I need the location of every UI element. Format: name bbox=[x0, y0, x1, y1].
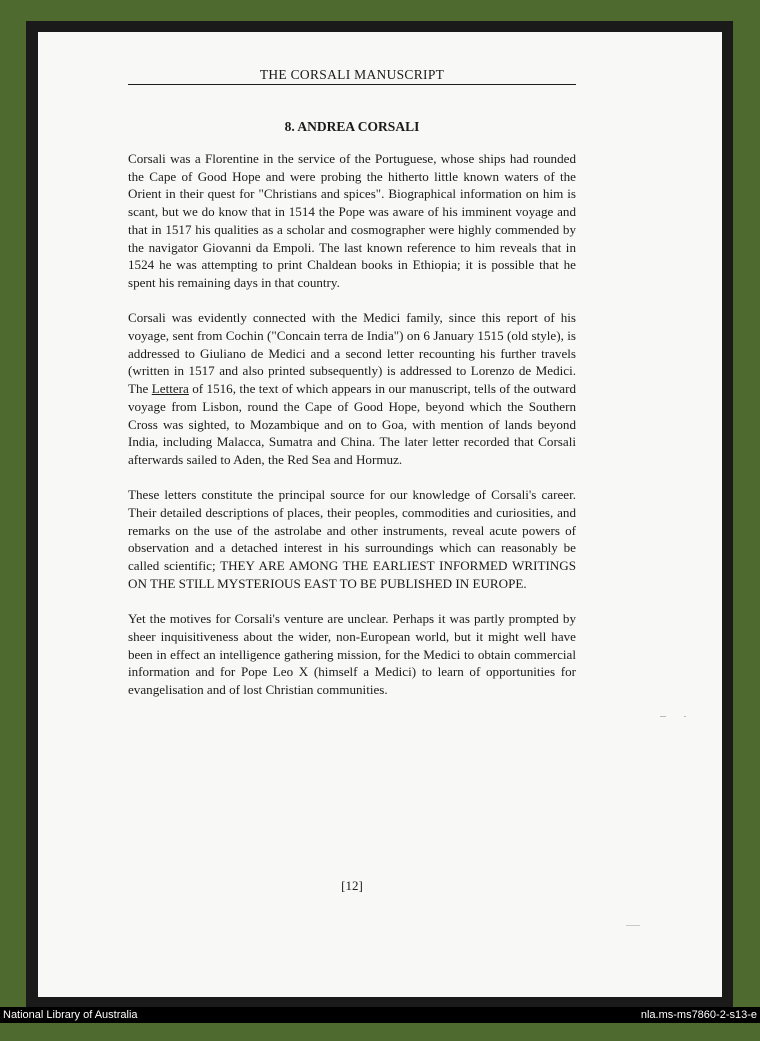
item-identifier: nla.ms-ms7860-2-s13-e bbox=[640, 1009, 757, 1021]
paragraph-3: These letters constitute the principal source for our knowledge of Corsali's career. Their detailed descriptions of places, their peoples, commodities and curiosities, and remarks on the use of the astrolabe and other instruments, reveal acute powers of observation and a detached interest in his surroundings which can reasonably be called scientific; THEY ARE AMONG THE EARLIEST INFORMED WRITINGS ON THE STILL MYSTERIOUS EAST TO BE PUBLISHED IN EUROPE. bbox=[128, 487, 576, 591]
running-head: THE CORSALI MANUSCRIPT bbox=[128, 67, 576, 85]
paragraph-2-part-2: of 1516, the text of which appears in our manuscript, tells of the outward voyage from Lisbon, round the Cape of Good Hope, beyond which the Southern Cross was sighted, to Mozambique and on to Goa, with mention of lands beyond India, including Malacca, Sumatra and China. The later letter recorded that Corsali afterwards sailed to Aden, the Red Sea and Hormuz. bbox=[128, 381, 576, 467]
library-name: National Library of Australia bbox=[3, 1009, 138, 1021]
footer-bar bbox=[0, 1007, 760, 1023]
page-number: [12] bbox=[341, 878, 363, 893]
paragraph-1: Corsali was a Florentine in the service of the Portuguese, whose ships had rounded the Cape of Good Hope and were probing the hitherto little known waters of the Orient in their quest for "Christians and spices". Biographical information on him is scant, but we do know that in 1514 the Pope was aware of his imminent voyage and that in 1517 his qualities as a scholar and cosmographer were highly commended by the navigator Giovanni da Empoli. The last known reference to him reveals that in 1524 he was attempting to print Chaldean books in Ethiopia; it is possible that he spent his remaining days in that country. bbox=[128, 151, 576, 290]
body-text bbox=[128, 150, 576, 716]
paragraph-2-part-1: Corsali was evidently connected with the Medici family, since this report of his voyage, sent from Cochin ("Concain terra de India") on 6 January 1515 (old style), is addressed to Giuliano de Medici and a second letter recounting his further travels (written in 1517 and also printed subsequently) is addressed to Lorenzo de Medici. The bbox=[128, 310, 576, 397]
scan-mark bbox=[626, 925, 640, 926]
chapter-title: 8. ANDREA CORSALI bbox=[284, 119, 420, 134]
scan-specks bbox=[622, 715, 652, 719]
lettera-title: Lettera bbox=[151, 381, 189, 397]
paragraph-2 bbox=[128, 309, 576, 468]
paragraph-4: Yet the motives for Corsali's venture are unclear. Perhaps it was partly prompted by sheer inquisitiveness about the wider, non-European world, but it might well have been in effect an intelligence gathering mission, for the Medici to obtain commercial information and for Pope Leo X (himself a Medici) to learn of opportunities for evangelisation and of lost Christian communities. bbox=[128, 611, 576, 698]
